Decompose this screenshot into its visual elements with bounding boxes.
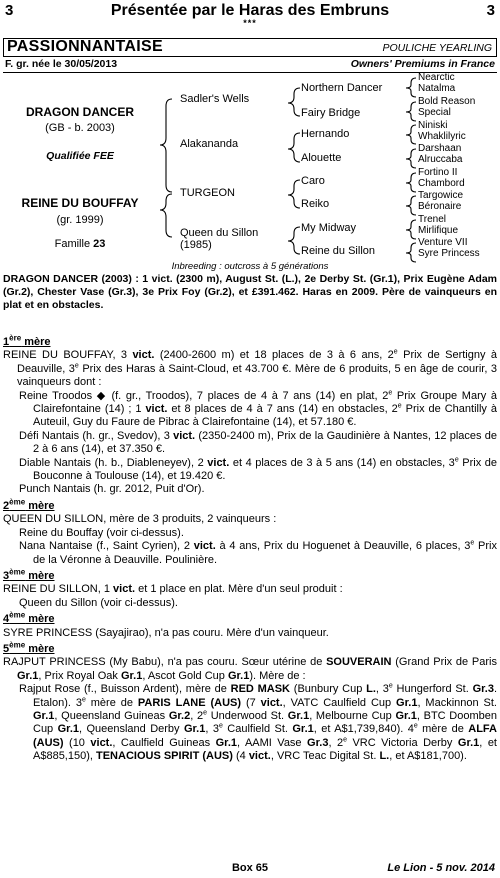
gen3-item: Fairy Bridge (301, 107, 361, 119)
gen4-bracket (406, 102, 416, 121)
lot-number-right: 3 (486, 2, 495, 19)
consignor-title: Présentée par le Haras des Embruns (110, 2, 390, 19)
gen4-bracket (406, 243, 416, 262)
gen2-dam-dam: Queen du Sillon (180, 227, 259, 239)
gen4-bracket (406, 196, 416, 215)
fifth-dam-heading: 5ème mère (3, 640, 55, 655)
gen3-item: Caro (301, 175, 325, 187)
fifth-dam-text: RAJPUT PRINCESS (My Babu), n'a pas couru. Sœur utérine de SOUVERAIN (Grand Prix de Paris Gr.1, Prix Royal Oak Gr.1, Ascot Gold Cup Gr.1). Mère de : (3, 656, 497, 682)
dam-info: (gr. 1999) (56, 214, 104, 226)
produce-entry: Rajput Rose (f., Buisson Ardent), mère de RED MASK (Bunbury Cup L., 3e Hungerford St. Gr.3. Etalon). 3e mère de PARIS LANE (AUS) (7 vict., VATC Caulfield Cup Gr.1, Mackinnon St. Gr.1, Queensland Guineas Gr.2, 2e Underwood St. Gr.1, Melbourne Cup Gr.1, BTC Doomben Cup Gr.1, Queensland Derby Gr.1, 3e Caulfield St. Gr.1, et A$1,739,840). 4e mère de ALFA (AUS) (10 vict., Caulfield Guineas Gr.1, AAMI Vase Gr.3, 2e VRC Victoria Derby Gr.1, et A$885,150), TENACIOUS SPIRIT (AUS) (4 vict., VRC Teac Digital St. L., et A$181,700). (19, 682, 498, 763)
birth-info: F. gr. née le 30/05/2013 (5, 58, 118, 70)
gen4-item: Niniski (418, 120, 448, 131)
first-dam-text: REINE DU BOUFFAY, 3 vict. (2400-2600 m) et 18 places de 3 à 6 ans, 2e Prix de Sertigny à Deauville, 3e Prix des Haras à Saint-Cloud, et 43.700 €. Mère de 6 produits, 5 en âge de courir, 3 vainqueurs dont : (3, 348, 498, 389)
gen4-item: Whaklilyric (418, 131, 466, 142)
page-footer (0, 862, 500, 876)
dam-name: REINE DU BOUFFAY (21, 196, 139, 210)
gen4-item: Natalma (418, 83, 456, 94)
gen3-item: My Midway (301, 222, 357, 234)
gen4-item: Bold Reason (418, 96, 476, 107)
gen4-item: Mirlifique (418, 225, 459, 236)
sire-note: Qualifiée FEE (46, 150, 114, 162)
gen4-item: Nearctic (418, 72, 455, 83)
gen4-item: Special (418, 107, 451, 118)
gen4-item: Fortino II (418, 167, 458, 178)
produce-entry: Reine Troodos ◆ (f. gr., Troodos), 7 places de 4 à 7 ans (14) en plat, 2e Prix Groupe Mary à Clairefontaine (14) ; 1 vict. et 8 places de 4 à 7 ans (14) en obstacles, 2e Prix de Chantilly à Auteuil, Guy du Faure de Pibrac à Clairefontaine (14), et 57.180 €. (19, 388, 497, 429)
box-number: Box 65 (231, 862, 269, 874)
horse-name: PASSIONNANTAISE (7, 38, 163, 55)
separator-stars: *** (243, 18, 257, 28)
produce-entry: Nana Nantaise (f., Saint Cyrien), 2 vict. à 4 ans, Prix du Hoguenet à Deauville, 6 places, 3e Prix de la Véronne à Deauville. Poulinière. (19, 539, 498, 566)
owners-premiums: Owners' Premiums in France (350, 58, 495, 70)
dam-family (10, 238, 150, 250)
female-line (3, 335, 497, 764)
first-dam-heading: 1ère mère (3, 333, 51, 348)
sire-summary: DRAGON DANCER (2003) : 1 vict. (2300 m), August St. (L.), 2e Derby St. (Gr.1), Prix Eugène Adam (Gr.2), Chester Vase (Gr.3), 3e Prix Foy (Gr.2), et £391.462. Haras en 2009. Père de vainqueurs en plat et en obstacles. (3, 273, 497, 311)
gen2-sire-dam: Alakananda (180, 138, 239, 150)
gen4-bracket (406, 149, 416, 168)
gen4-item: Darshaan (418, 143, 462, 154)
gen4-bracket (406, 78, 416, 97)
third-dam-heading: 3ème mère (3, 567, 55, 582)
gen4-item: Venture VII (418, 237, 468, 248)
gen4-bracket (406, 220, 416, 239)
fourth-dam-heading: 4ème mère (3, 610, 55, 626)
pedigree-chart (0, 72, 500, 274)
inbreeding-note: Inbreeding : outcross à 5 générations (171, 261, 329, 272)
gen3-item: Northern Dancer (301, 82, 383, 94)
gen2-dam-sire: TURGEON (180, 187, 235, 199)
produce-entry: Punch Nantais (h. gr. 2012, Puit d'Or). (19, 483, 205, 496)
sire-info: (GB - b. 2003) (45, 122, 115, 134)
produce-entry: Reine du Bouffay (voir ci-dessus). (19, 526, 184, 539)
sex-label: POULICHE YEARLING (382, 42, 492, 54)
horse-subline (5, 58, 495, 71)
sire-name: DRAGON DANCER (26, 105, 134, 119)
third-dam-text: REINE DU SILLON, 1 vict. et 1 place en plat. Mère d'un seul produit : (3, 583, 343, 596)
second-dam-text: QUEEN DU SILLON, mère de 3 produits, 2 vainqueurs : (3, 513, 277, 526)
gen4-item: Targowice (418, 190, 464, 201)
produce-entry: Défi Nantais (h. gr., Svedov), 3 vict. (2350-2400 m), Prix de la Gaudinière à Nantes, 12 places de 2 à 6 ans (14), et 37.350 €. (19, 429, 497, 456)
gen3-item: Alouette (301, 152, 342, 164)
produce-entry: Diable Nantais (h. b., Diableneyev), 2 vict. et 4 places de 3 à 5 ans (14) en obstacles, 3e Prix de Bouconne à Toulouse (14), et 19.420 €. (19, 456, 498, 483)
horse-name-box (3, 38, 497, 57)
gen4-item: Chambord (418, 178, 465, 189)
gen4-item: Béronaire (418, 201, 462, 212)
second-dam-heading: 2ème mère (3, 497, 55, 512)
gen4-bracket (406, 173, 416, 192)
gen3-item: Reiko (301, 198, 330, 210)
dam-family-number: 23 (93, 238, 106, 250)
gen3-item: Hernando (301, 128, 350, 140)
gen4-item: Trenel (418, 214, 446, 225)
dam-family-label: Famille (54, 238, 91, 250)
gen3-item: Reine du Sillon (301, 245, 375, 257)
sale-place-date: Le Lion - 5 nov. 2014 (387, 862, 495, 874)
produce-entry: Queen du Sillon (voir ci-dessus). (19, 596, 178, 609)
gen2-dam-dam-year: (1985) (180, 239, 212, 251)
gen4-bracket (406, 125, 416, 144)
gen4-item: Syre Princess (418, 248, 480, 259)
gen2-sire-sire: Sadler's Wells (180, 93, 250, 105)
lot-number-left: 3 (5, 2, 14, 19)
gen4-item: Alruccaba (418, 154, 463, 165)
fourth-dam-text: SYRE PRINCESS (Sayajirao), n'a pas couru. Mère d'un vainqueur. (3, 626, 329, 639)
